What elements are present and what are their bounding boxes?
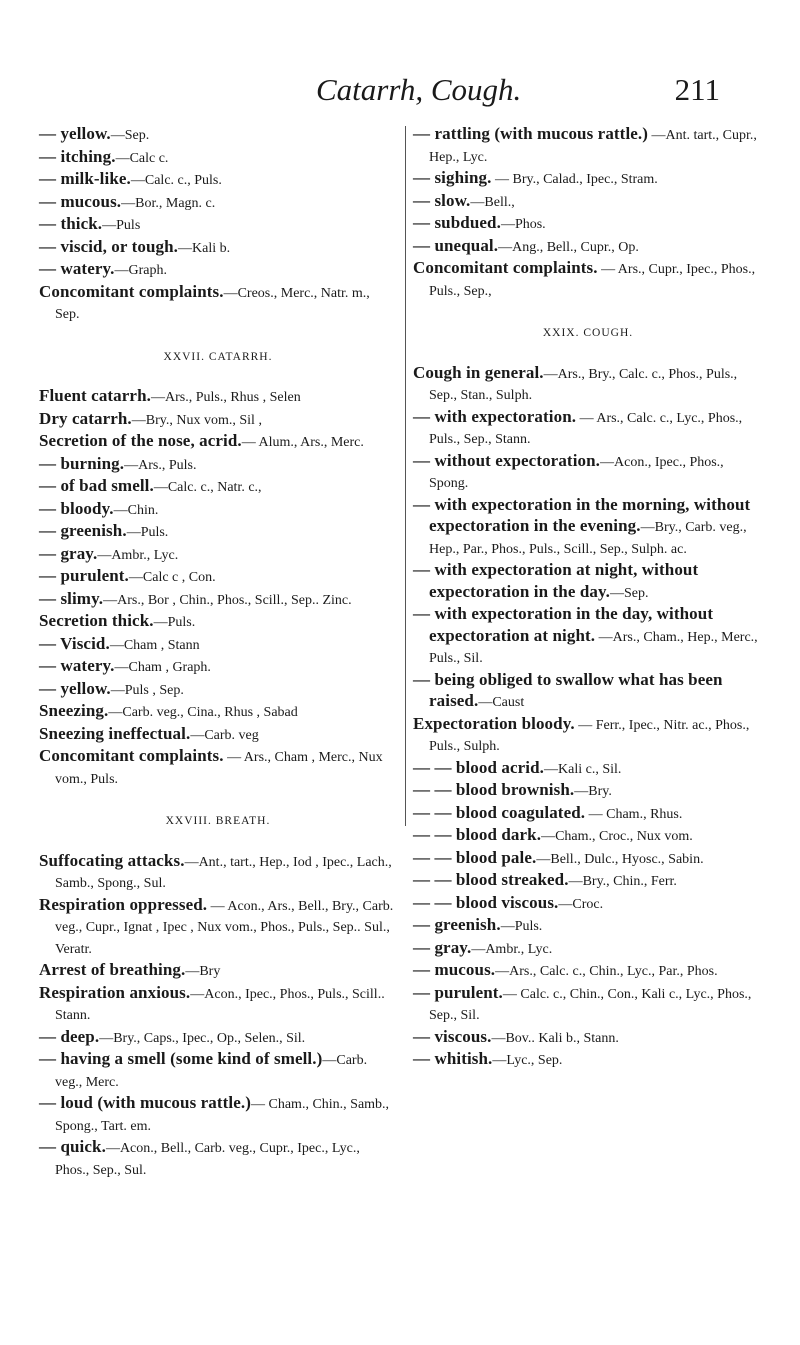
entry-heading: — sighing. bbox=[413, 168, 492, 187]
entry-heading: — watery. bbox=[39, 656, 115, 675]
entry-remedies: —Ars., Bor , Chin., Phos., Scill., Sep.. Zinc. bbox=[103, 592, 352, 608]
entry-remedies: —Ang., Bell., Cupr., Op. bbox=[498, 239, 639, 255]
right-column bbox=[413, 124, 763, 1072]
right-top-entries bbox=[413, 124, 763, 302]
entry-heading: — purulent. bbox=[39, 566, 129, 585]
page-number: 211 bbox=[674, 72, 720, 107]
entry-remedies: —Kali b. bbox=[178, 240, 231, 256]
index-entry bbox=[39, 409, 397, 432]
entry-heading: Sneezing. bbox=[39, 701, 109, 720]
entry-remedies: —Puls. bbox=[500, 919, 543, 934]
entry-remedies: — Ars., Calc. c., Lyc., Phos., Puls., Sep., Stann. bbox=[429, 410, 743, 447]
entry-heading: Concomitant complaints. bbox=[39, 746, 224, 765]
entry-heading: Dry catarrh. bbox=[39, 408, 132, 428]
index-entry bbox=[413, 495, 763, 561]
index-entry bbox=[39, 1049, 397, 1093]
entry-heading: — thick. bbox=[39, 214, 103, 233]
entry-remedies: —Bov.. Kali b., Stann. bbox=[491, 1030, 619, 1046]
entry-heading: — deep. bbox=[39, 1026, 100, 1046]
entry-heading: — slimy. bbox=[39, 588, 104, 608]
entry-remedies: —Sep. bbox=[610, 585, 649, 601]
entry-heading: — subdued. bbox=[413, 213, 501, 232]
index-entry bbox=[413, 258, 763, 302]
entry-heading: — with expectoration in the morning, without expectoration in the evening. bbox=[413, 494, 751, 535]
index-entry bbox=[413, 670, 763, 714]
entry-heading: — quick. bbox=[39, 1137, 106, 1156]
index-entry bbox=[39, 679, 397, 702]
index-entry bbox=[39, 701, 397, 724]
catarrh-entries bbox=[39, 386, 397, 790]
entry-remedies: —Puls. bbox=[126, 525, 169, 540]
index-entry bbox=[413, 124, 763, 168]
running-title: Catarrh, Cough. bbox=[316, 72, 522, 107]
index-entry bbox=[413, 893, 763, 916]
index-entry bbox=[413, 983, 763, 1027]
entry-heading: Fluent catarrh. bbox=[39, 386, 151, 405]
index-entry bbox=[39, 724, 397, 747]
cough-entries bbox=[413, 363, 763, 1072]
entry-heading: — Viscid. bbox=[39, 633, 110, 653]
index-entry bbox=[39, 634, 397, 657]
entry-heading: Expectoration bloody. bbox=[413, 713, 575, 733]
index-entry bbox=[413, 938, 763, 961]
entry-heading: — mucous. bbox=[39, 191, 122, 211]
entry-remedies: — Acon., Ars., Bell., Bry., Carb. veg., Cupr., Ignat , Ipec , Nux vom., Phos., Puls., Sep.. Sul., Veratr. bbox=[55, 898, 394, 957]
entry-remedies: —Calc. c., Puls. bbox=[130, 173, 222, 188]
entry-remedies: —Kali c., Sil. bbox=[544, 761, 622, 777]
entry-heading: — — blood coagulated. bbox=[413, 802, 586, 822]
entry-heading: Suffocating attacks. bbox=[39, 850, 185, 870]
entry-remedies: —Carb. veg bbox=[190, 727, 259, 743]
entry-heading: — without expectoration. bbox=[413, 450, 601, 470]
entry-heading: — — blood streaked. bbox=[413, 870, 569, 889]
entry-heading: Concomitant complaints. bbox=[39, 281, 224, 301]
entry-heading: Sneezing ineffectual. bbox=[39, 723, 191, 743]
entry-heading: — itching. bbox=[39, 146, 116, 166]
entry-remedies: —Ambr., Lyc. bbox=[471, 941, 553, 957]
entry-remedies: — Cham., Chin., Samb., Spong., Tart. em. bbox=[55, 1097, 390, 1134]
entry-heading: — — blood viscous. bbox=[413, 892, 559, 912]
entry-remedies: —Bry., Nux vom., Sil , bbox=[131, 412, 262, 428]
index-entry bbox=[413, 825, 763, 848]
index-entry bbox=[413, 1049, 763, 1072]
index-entry bbox=[39, 656, 397, 679]
entry-heading: — — blood dark. bbox=[413, 825, 542, 844]
entry-heading: — — blood brownish. bbox=[413, 780, 575, 799]
entry-remedies: —Bry., Chin., Ferr. bbox=[568, 874, 677, 889]
index-entry bbox=[413, 960, 763, 983]
entry-remedies: —Croc. bbox=[558, 896, 604, 912]
entry-heading: — watery. bbox=[39, 259, 115, 278]
entry-remedies: —Graph. bbox=[114, 263, 167, 278]
index-entry bbox=[39, 169, 397, 192]
entry-remedies: —Chin. bbox=[113, 502, 159, 518]
entry-remedies: —Creos., Merc., Natr. m., Sep. bbox=[55, 285, 370, 322]
entry-remedies: —Calc. c., Natr. c., bbox=[153, 480, 262, 495]
entry-heading: — with expectoration at night, without expectoration in the day. bbox=[413, 560, 699, 601]
entry-heading: — of bad smell. bbox=[39, 476, 154, 495]
entry-heading: — viscous. bbox=[413, 1026, 492, 1046]
entry-heading: Secretion thick. bbox=[39, 611, 154, 630]
entry-remedies: —Phos. bbox=[500, 217, 546, 232]
entry-heading: — gray. bbox=[413, 937, 472, 957]
entry-remedies: — Calc. c., Chin., Con., Kali c., Lyc., Phos., Sep., Sil. bbox=[429, 986, 752, 1023]
index-entry bbox=[39, 1027, 397, 1050]
entry-heading: — viscid, or tough. bbox=[39, 236, 179, 256]
entry-heading: — having a smell (some kind of smell.) bbox=[39, 1049, 323, 1068]
section-title-breath: XXVIII. BREATH. bbox=[165, 815, 271, 827]
breath-entries bbox=[39, 851, 397, 1182]
index-entry bbox=[39, 1093, 397, 1137]
index-entry bbox=[39, 454, 397, 477]
entry-remedies: —Ant. tart., Cupr., Hep., Lyc. bbox=[429, 128, 757, 165]
index-entry bbox=[413, 848, 763, 871]
index-entry bbox=[39, 960, 397, 983]
entry-heading: — being obliged to swallow what has been raised. bbox=[413, 669, 723, 710]
index-entry bbox=[39, 1137, 397, 1181]
entry-heading: Concomitant complaints. bbox=[413, 258, 598, 277]
entry-remedies: —Acon., Ipec., Phos., Puls., Scill.. Stann. bbox=[55, 986, 385, 1023]
entry-remedies: —Puls. bbox=[153, 615, 196, 630]
entry-remedies: —Calc c. bbox=[115, 150, 169, 166]
index-entry bbox=[39, 589, 397, 612]
entry-remedies: —Cham , Graph. bbox=[114, 660, 211, 675]
entry-remedies: —Carb. veg., Cina., Rhus , Sabad bbox=[108, 705, 298, 720]
entry-remedies: —Puls bbox=[102, 218, 141, 233]
index-entry bbox=[413, 168, 763, 191]
entry-heading: — — blood pale. bbox=[413, 847, 537, 867]
entry-heading: — — blood acrid. bbox=[413, 757, 545, 777]
entry-remedies: — Cham., Rhus. bbox=[585, 806, 683, 822]
entry-heading: — gray. bbox=[39, 543, 98, 563]
section-title-cough: XXIX. COUGH. bbox=[542, 327, 634, 339]
index-entry bbox=[39, 544, 397, 567]
entry-heading: Respiration oppressed. bbox=[39, 894, 208, 914]
index-entry bbox=[39, 214, 397, 237]
index-entry bbox=[413, 915, 763, 938]
entry-remedies: — Ars., Cupr., Ipec., Phos., Puls., Sep., bbox=[429, 262, 756, 299]
entry-remedies: —Bell., bbox=[470, 194, 515, 210]
entry-heading: Cough in general. bbox=[413, 362, 544, 382]
entry-remedies: —Bell., Dulc., Hyosc., Sabin. bbox=[536, 851, 704, 867]
entry-remedies: —Ars., Puls., Rhus , Selen bbox=[150, 390, 301, 405]
entry-heading: Respiration anxious. bbox=[39, 982, 191, 1002]
entry-remedies: —Ant., tart., Hep., Iod , Ipec., Lach., Samb., Spong., Sul. bbox=[55, 854, 392, 891]
entry-heading: Secretion of the nose, acrid. bbox=[39, 431, 242, 450]
entry-remedies: — Ars., Cham , Merc., Nux vom., Puls. bbox=[55, 750, 383, 787]
index-entry bbox=[39, 282, 397, 326]
index-entry bbox=[413, 1027, 763, 1050]
entry-remedies: —Calc c , Con. bbox=[128, 570, 216, 585]
entry-remedies: —Acon., Bell., Carb. veg., Cupr., Ipec., Lyc., Phos., Sep., Sul. bbox=[55, 1141, 360, 1178]
entry-remedies: —Carb. veg., Merc. bbox=[55, 1053, 368, 1090]
index-entry bbox=[413, 560, 763, 604]
index-entry bbox=[39, 192, 397, 215]
index-entry bbox=[39, 386, 397, 409]
entry-heading: — greenish. bbox=[413, 915, 501, 934]
index-entry bbox=[413, 714, 763, 758]
index-entry bbox=[413, 758, 763, 781]
entry-heading: — slow. bbox=[413, 190, 471, 210]
entry-remedies: —Sep. bbox=[110, 128, 150, 143]
index-entry bbox=[413, 604, 763, 670]
entry-remedies: —Caust bbox=[478, 695, 525, 710]
section-title-catarrh: XXVII. CATARRH. bbox=[163, 350, 273, 363]
index-entry bbox=[39, 895, 397, 961]
entry-heading: — unequal. bbox=[413, 235, 499, 255]
index-entry bbox=[39, 746, 397, 790]
entry-heading: — purulent. bbox=[413, 982, 503, 1002]
left-top-entries bbox=[39, 124, 397, 326]
index-entry bbox=[39, 611, 397, 634]
entry-remedies: —Bry., Carb. veg., Hep., Par., Phos., Puls., Scill., Sep., Sulph. ac. bbox=[429, 520, 747, 557]
entry-remedies: —Ars., Puls. bbox=[124, 457, 197, 473]
index-entry bbox=[413, 191, 763, 214]
entry-remedies: — Alum., Ars., Merc. bbox=[241, 435, 364, 450]
entry-remedies: —Ars., Calc. c., Chin., Lyc., Par., Phos. bbox=[495, 964, 718, 979]
entry-heading: — bloody. bbox=[39, 498, 114, 518]
index-entry bbox=[39, 521, 397, 544]
entry-remedies: —Ambr., Lyc. bbox=[97, 547, 179, 563]
index-entry bbox=[413, 407, 763, 451]
index-entry bbox=[413, 213, 763, 236]
entry-heading: — yellow. bbox=[39, 678, 111, 698]
index-entry bbox=[39, 566, 397, 589]
index-entry bbox=[413, 803, 763, 826]
index-entry bbox=[39, 476, 397, 499]
entry-remedies: —Bry. bbox=[574, 784, 612, 799]
entry-remedies: —Ars., Cham., Hep., Merc., Puls., Sil. bbox=[429, 629, 758, 666]
entry-remedies: —Ars., Bry., Calc. c., Phos., Puls., Sep., Stan., Sulph. bbox=[429, 366, 738, 403]
index-entry bbox=[413, 451, 763, 495]
index-entry bbox=[39, 499, 397, 522]
entry-remedies: —Bry bbox=[185, 964, 221, 979]
index-entry bbox=[39, 147, 397, 170]
index-entry bbox=[39, 237, 397, 260]
entry-heading: — rattling (with mucous rattle.) bbox=[413, 124, 649, 143]
index-entry bbox=[413, 870, 763, 893]
entry-remedies: —Puls , Sep. bbox=[110, 682, 184, 698]
entry-remedies: —Bor., Magn. c. bbox=[121, 195, 216, 211]
index-entry bbox=[39, 851, 397, 895]
index-entry bbox=[413, 363, 763, 407]
entry-remedies: — Ferr., Ipec., Nitr. ac., Phos., Puls., Sulph. bbox=[429, 717, 750, 754]
entry-heading: — with expectoration. bbox=[413, 406, 577, 426]
index-entry bbox=[39, 983, 397, 1027]
page-header bbox=[300, 68, 720, 112]
entry-remedies: — Bry., Calad., Ipec., Stram. bbox=[491, 172, 658, 187]
entry-remedies: —Lyc., Sep. bbox=[492, 1053, 563, 1068]
entry-heading: — milk-like. bbox=[39, 169, 131, 188]
entry-heading: — with expectoration in the day, without expectoration at night. bbox=[413, 604, 714, 645]
entry-remedies: —Cham , Stann bbox=[109, 637, 200, 653]
index-entry bbox=[413, 236, 763, 259]
entry-remedies: —Cham., Croc., Nux vom. bbox=[541, 829, 693, 844]
entry-heading: — whitish. bbox=[413, 1049, 493, 1068]
left-column bbox=[39, 124, 397, 1181]
column-divider bbox=[405, 126, 406, 826]
entry-remedies: —Bry., Caps., Ipec., Op., Selen., Sil. bbox=[99, 1030, 306, 1046]
entry-remedies: —Acon., Ipec., Phos., Spong. bbox=[429, 454, 724, 491]
entry-heading: — burning. bbox=[39, 453, 125, 473]
entry-heading: — loud (with mucous rattle.) bbox=[39, 1093, 251, 1112]
entry-heading: — mucous. bbox=[413, 960, 496, 979]
entry-heading: Arrest of breathing. bbox=[39, 960, 186, 979]
index-entry bbox=[39, 431, 397, 454]
entry-heading: — yellow. bbox=[39, 124, 111, 143]
index-entry bbox=[39, 259, 397, 282]
index-entry bbox=[413, 780, 763, 803]
entry-heading: — greenish. bbox=[39, 521, 127, 540]
index-entry bbox=[39, 124, 397, 147]
